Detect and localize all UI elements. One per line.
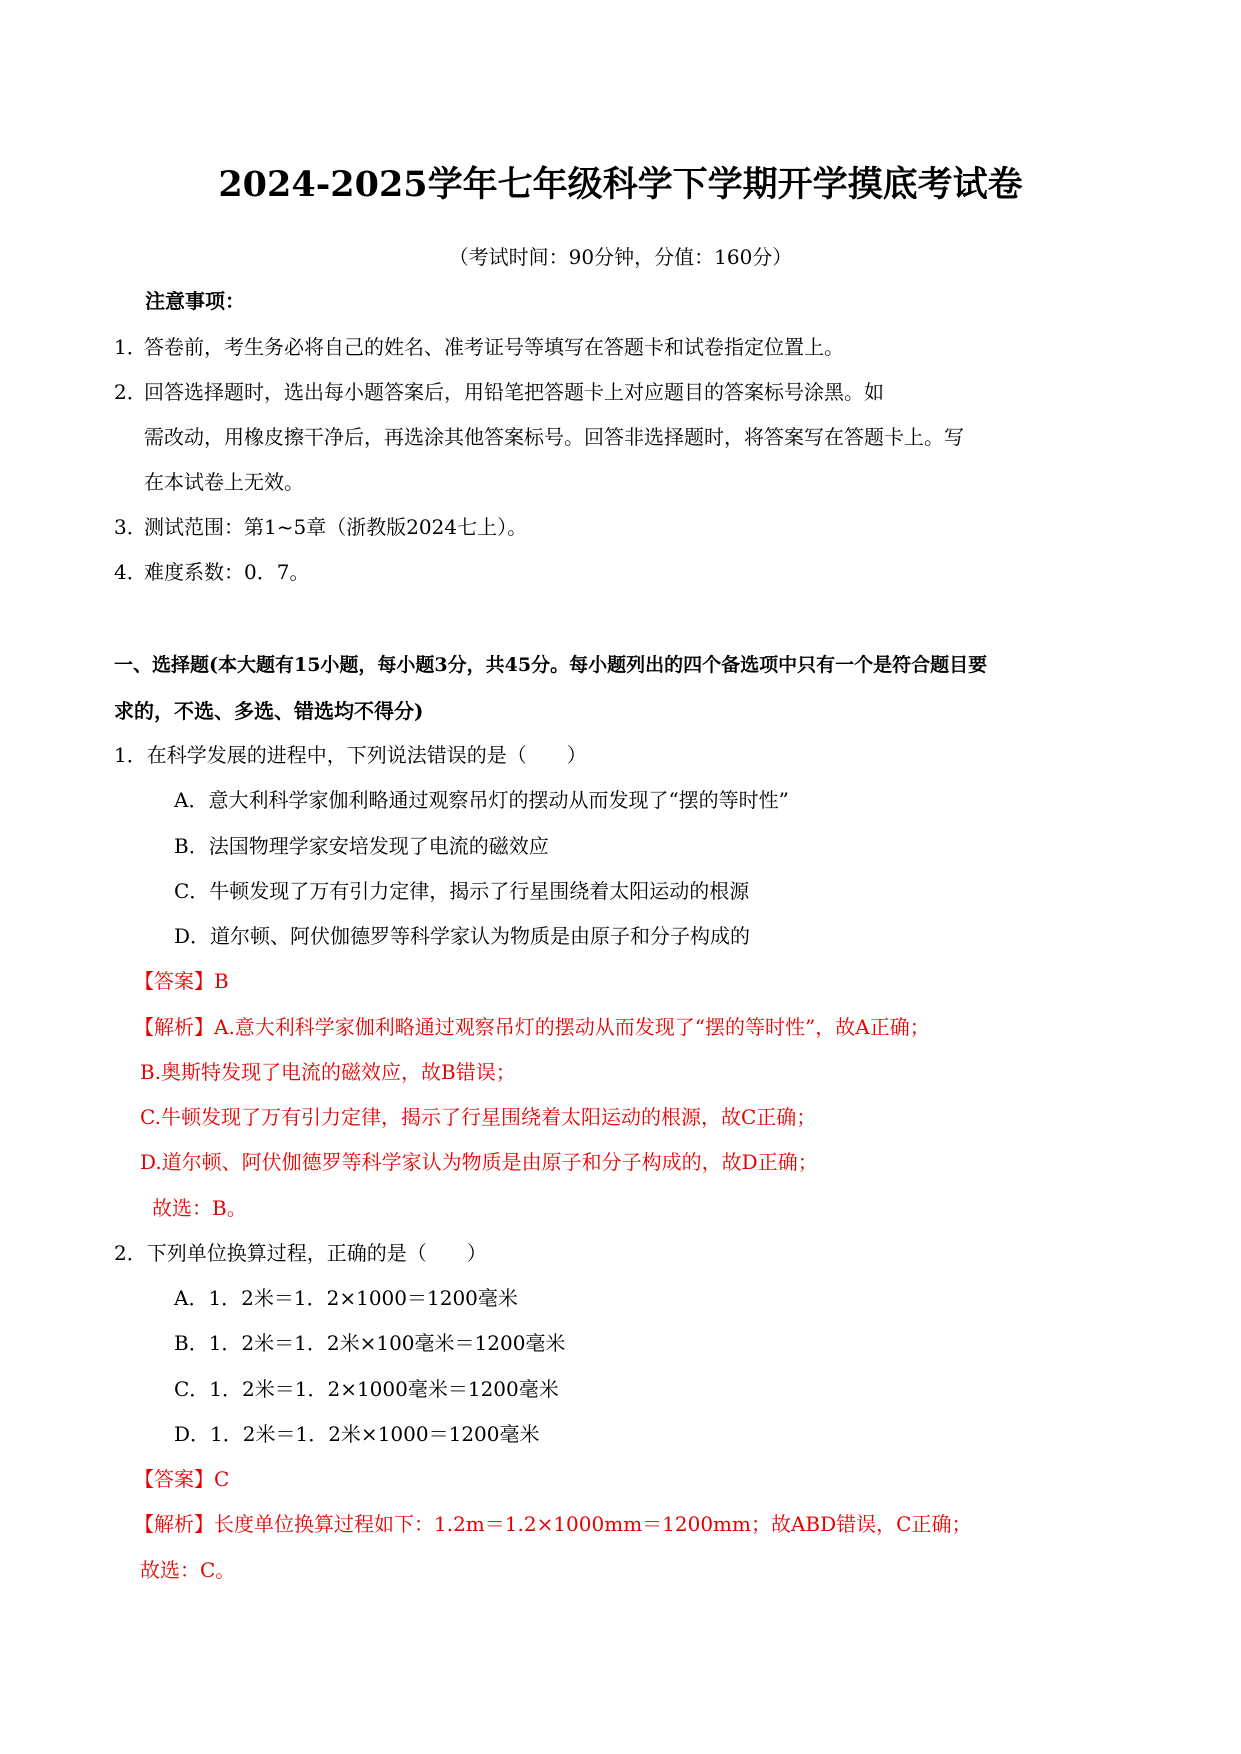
analysis-label: 【解析】 xyxy=(134,1512,214,1536)
question-2-option-a: A．1．2米＝1．2×1000＝1200毫米 xyxy=(174,1286,518,1310)
question-1-analysis-line: D.道尔顿、阿伏伽德罗等科学家认为物质是由原子和分子构成的，故D正确； xyxy=(140,1150,818,1174)
section-heading: 一、选择题(本大题有15小题，每小题3分，共45分。每小题列出的四个备选项中只有一个是符合题目要 xyxy=(114,654,988,676)
question-1-option-a: A．意大利科学家伽利略通过观察吊灯的摆动从而发现了“摆的等时性” xyxy=(174,788,789,812)
question-1-answer: 【答案】B xyxy=(134,969,229,993)
question-1-analysis-line: C.牛顿发现了万有引力定律，揭示了行星围绕着太阳运动的根源，故C正确； xyxy=(140,1105,817,1129)
question-1-stem: 1．在科学发展的进程中，下列说法错误的是（ ） xyxy=(114,743,587,767)
notice-item: 4．难度系数：0．7。 xyxy=(114,560,310,584)
question-1-option-d: D．道尔顿、阿伏伽德罗等科学家认为物质是由原子和分子构成的 xyxy=(174,924,751,948)
question-1-conclusion: 故选：B。 xyxy=(152,1196,247,1220)
notice-item: 2．回答选择题时，选出每小题答案后，用铅笔把答题卡上对应题目的答案标号涂黑。如 xyxy=(114,380,884,404)
analysis-label: 【解析】 xyxy=(134,1015,214,1039)
notice-heading: 注意事项： xyxy=(145,289,245,313)
notice-item-continued: 在本试卷上无效。 xyxy=(144,470,304,494)
question-2-answer: 【答案】C xyxy=(134,1467,230,1491)
page-title: 2024-2025学年七年级科学下学期开学摸底考试卷 xyxy=(218,164,1023,205)
question-1-option-c: C．牛顿发现了万有引力定律，揭示了行星围绕着太阳运动的根源 xyxy=(174,879,750,903)
question-1-option-b: B．法国物理学家安培发现了电流的磁效应 xyxy=(174,834,549,858)
question-1-analysis: 【解析】A.意大利科学家伽利略通过观察吊灯的摆动从而发现了“摆的等时性”，故A正确； xyxy=(134,1015,930,1039)
question-2-conclusion: 故选：C。 xyxy=(140,1558,236,1582)
question-1-analysis-line: B.奥斯特发现了电流的磁效应，故B错误； xyxy=(140,1060,516,1084)
question-2-option-c: C．1．2米＝1．2×1000毫米＝1200毫米 xyxy=(174,1377,559,1401)
question-2-analysis: 【解析】长度单位换算过程如下：1.2m＝1.2×1000mm＝1200mm；故ABD错误，C正确； xyxy=(134,1512,972,1536)
question-2-option-d: D．1．2米＝1．2米×1000＝1200毫米 xyxy=(174,1422,540,1446)
question-2-option-b: B．1．2米＝1．2米×100毫米＝1200毫米 xyxy=(174,1331,566,1355)
notice-item: 1．答卷前，考生务必将自己的姓名、准考证号等填写在答题卡和试卷指定位置上。 xyxy=(114,335,844,359)
question-2-stem: 2．下列单位换算过程，正确的是（ ） xyxy=(114,1241,487,1265)
notice-item-continued: 需改动，用橡皮擦干净后，再选涂其他答案标号。回答非选择题时，将答案写在答题卡上。写 xyxy=(144,425,964,449)
section-heading-continued: 求的，不选、多选、错选均不得分) xyxy=(114,699,424,723)
exam-subtitle: （考试时间：90分钟，分值：160分） xyxy=(448,245,793,269)
notice-item: 3．测试范围：第1~5章（浙教版2024七上）。 xyxy=(114,515,528,539)
